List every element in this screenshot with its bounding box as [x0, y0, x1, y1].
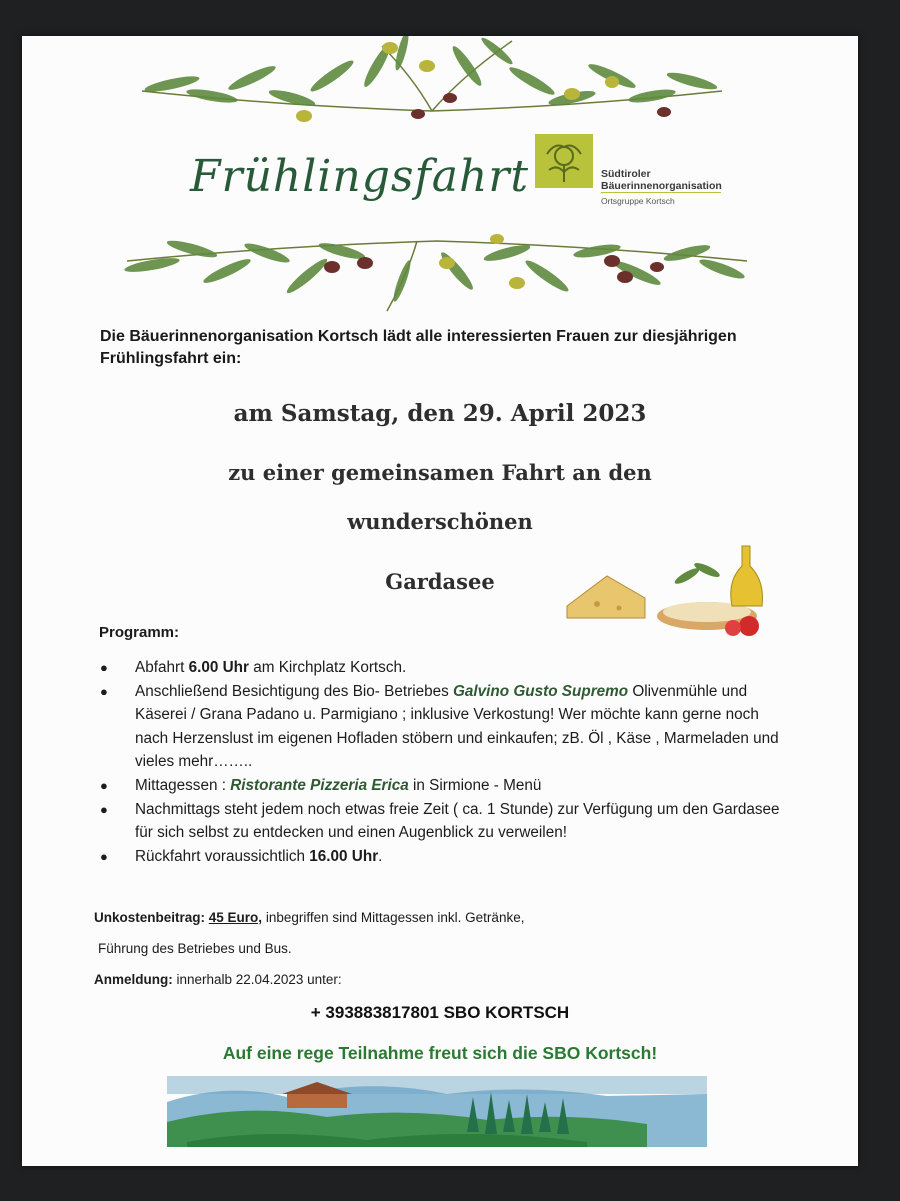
program-item-visit [100, 680, 780, 774]
program-text: Olivenmühle und Käserei / Grana Padano u. Parmigiano ; inklusive Verkostung! Wer möchte kann gerne noch nach Herzenslust im eigenen Hofladen stöbern und einkaufen; zB. Öl , Käse , Marmeladen und vieles mehr…….. [135, 682, 779, 771]
restaurant-name: Ristorante Pizzeria Erica [230, 776, 409, 794]
program-text: Anschließend Besichtigung des Bio- Betriebes [135, 682, 454, 700]
org-group: Ortsgruppe Kortsch [601, 196, 675, 206]
program-text: Mittagessen : [135, 776, 231, 794]
cheese-oil-illustration [557, 536, 772, 641]
registration-line [94, 964, 794, 995]
destination: Gardasee [385, 569, 495, 594]
cost-line-1 [94, 902, 794, 933]
program-item-lunch [100, 774, 780, 798]
flyer-sheet [22, 36, 858, 1166]
bullet-icon: ● [100, 848, 108, 864]
program-label: Programm: [99, 624, 180, 641]
lake-landscape-illustration [167, 1072, 707, 1147]
cost-text: inbegriffen sind Mittagessen inkl. Getränke, [262, 910, 525, 925]
program-text: am Kirchplatz Kortsch. [248, 659, 407, 676]
cost-line-2: Führung des Betriebes und Bus. [98, 941, 292, 956]
bullet-icon: ● [100, 801, 108, 817]
program-text: Nachmittags steht jedem noch etwas freie Zeit ( ca. 1 Stunde) zur Verfügung um den Gardasee für sich selbst zu entdecken und einen Augenblick zu verweilen! [135, 800, 780, 842]
program-text: Rückfahrt voraussichtlich [135, 847, 310, 865]
bullet-icon: ● [100, 660, 108, 675]
org-divider [601, 192, 721, 193]
trip-line-1: zu einer gemeinsamen Fahrt an den [228, 460, 652, 485]
closing-message: Auf eine rege Teilnahme freut sich die SBO Kortsch! [222, 1043, 658, 1063]
program-text: . [378, 847, 383, 865]
phone-contact: + 393883817801 SBO KORTSCH [310, 1003, 570, 1022]
sbo-logo [535, 134, 593, 188]
date-line: am Samstag, den 29. April 2023 [233, 400, 647, 427]
flyer-title: Frühlingsfahrt [190, 151, 530, 202]
bullet-icon: ● [100, 777, 108, 793]
bullet-icon: ● [100, 683, 108, 699]
registration-label: Anmeldung: [94, 972, 173, 987]
org-name-line1: Südtiroler [601, 168, 651, 180]
return-time: 16.00 Uhr [309, 847, 379, 865]
registration-text: innerhalb 22.04.2023 unter: [172, 972, 342, 987]
olive-branch-bottom-illustration [117, 221, 757, 316]
sbo-logo-icon [535, 134, 593, 188]
program-item-departure [100, 656, 780, 680]
program-text: in Sirmione - Menü [408, 776, 542, 794]
program-list [100, 656, 780, 868]
departure-time: 6.00 Uhr [188, 659, 249, 676]
cost-label: Unkostenbeitrag: [94, 910, 206, 925]
trip-line-2: wunderschönen [347, 509, 533, 534]
program-text: Abfahrt [135, 659, 189, 676]
cost-amount: 45 Euro, [208, 910, 263, 925]
intro-text: Die Bäuerinnenorganisation Kortsch lädt alle interessierten Frauen zur diesjährigen Frühlingsfahrt ein: [100, 328, 737, 367]
farm-name: Galvino Gusto Supremo [453, 682, 629, 700]
org-name-line2: Bäuerinnenorganisation [601, 180, 722, 192]
olive-branch-top-illustration [132, 36, 732, 126]
cost-section [94, 902, 794, 995]
org-name [601, 168, 722, 192]
program-item-return [100, 845, 780, 869]
program-item-afternoon [100, 798, 780, 845]
